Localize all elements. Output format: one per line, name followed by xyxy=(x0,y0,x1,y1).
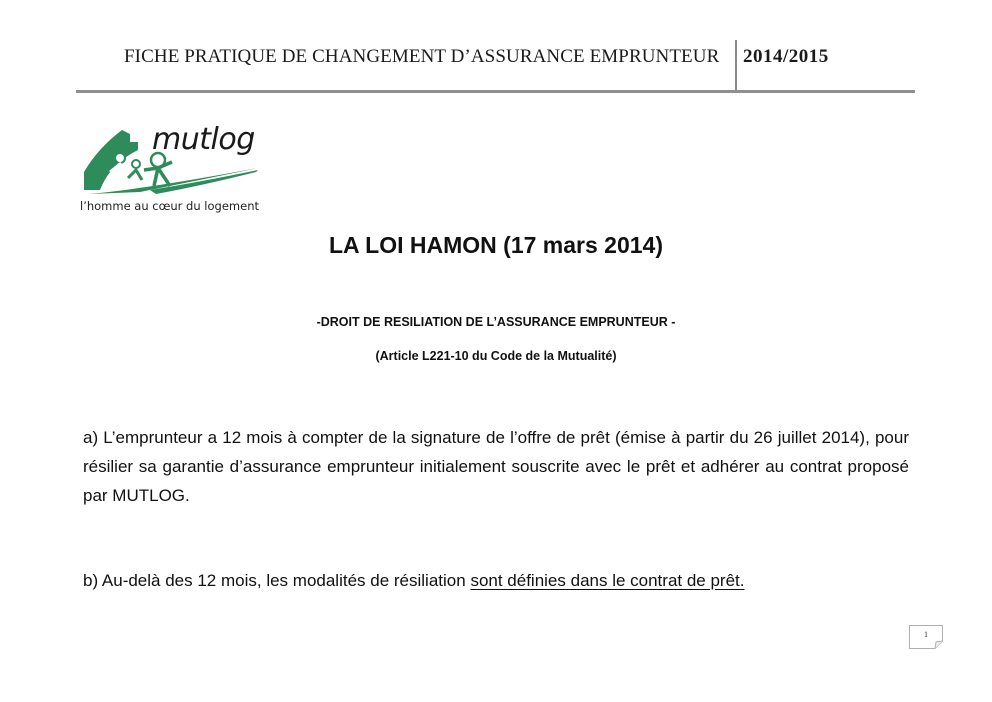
paragraph-a: a) L’emprunteur a 12 mois à compter de la signature de l’offre de prêt (émise à partir du 26 juillet 2014), pour résilier sa garantie d’assurance emprunteur initialement souscrite avec le prêt et adhérer au contrat proposé par MUTLOG. xyxy=(83,428,909,505)
paragraph-b-text: b) Au-delà des 12 mois, les modalités de résiliation xyxy=(83,571,471,590)
logo-tagline: l’homme au cœur du logement xyxy=(80,199,259,213)
article-reference: (Article L221-10 du Code de la Mutualité) xyxy=(375,349,617,363)
document-title: LA LOI HAMON (17 mars 2014) xyxy=(328,232,664,258)
document-subtitle: -DROIT DE RESILIATION DE L’ASSURANCE EMPRUNTEUR - xyxy=(316,315,676,329)
header-title: FICHE PRATIQUE DE CHANGEMENT D’ASSURANCE EMPRUNTEUR xyxy=(124,46,720,67)
page-number-badge xyxy=(909,625,943,649)
paragraph-b-underlined: sont définies dans le contrat de prêt. xyxy=(470,571,745,590)
mutlog-logo xyxy=(80,120,260,220)
logo-name: mutlog xyxy=(152,122,255,157)
header-year: 2014/2015 xyxy=(743,46,829,67)
page-number: 1 xyxy=(924,630,928,639)
header-rule xyxy=(76,90,915,93)
paragraph-b xyxy=(83,566,909,595)
header-divider xyxy=(735,40,737,92)
